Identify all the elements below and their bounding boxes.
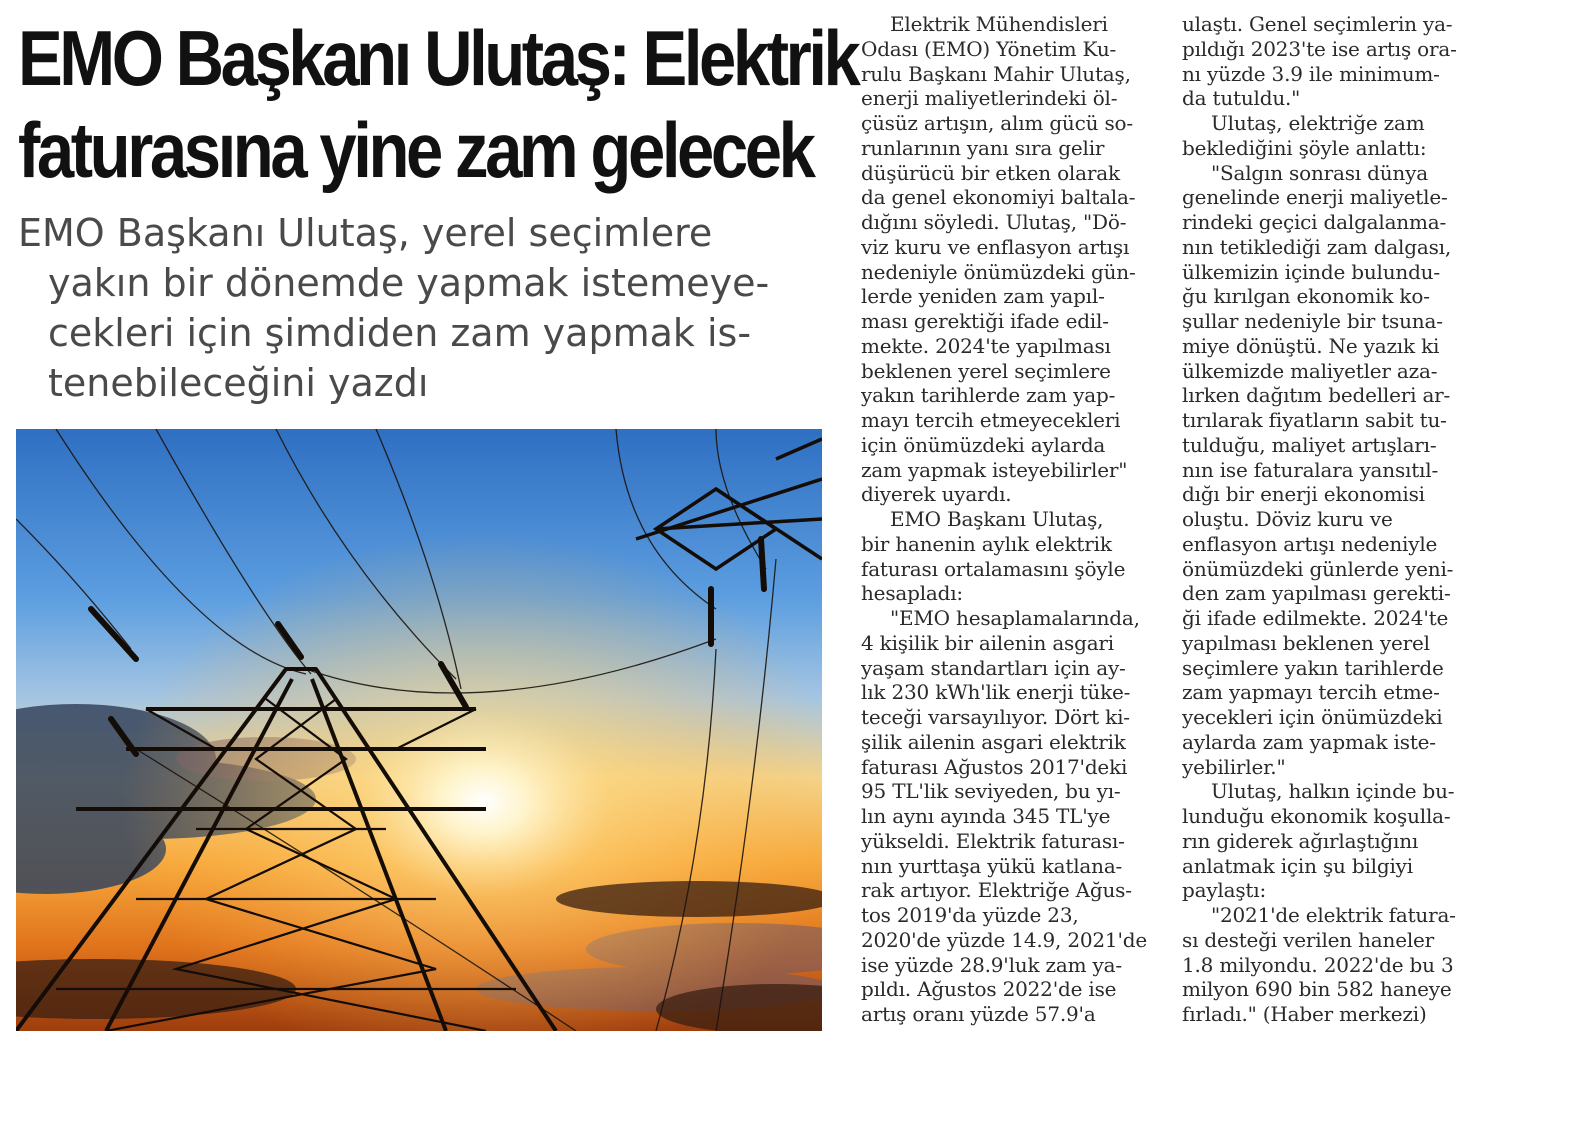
- body-line: pıldı. Ağustos 2022'de ise: [861, 977, 1117, 1002]
- body-line: miye dönüştü. Ne yazık ki: [1182, 333, 1440, 358]
- body-line: oluştu. Döviz kuru ve: [1182, 507, 1393, 531]
- power-line-pylon-sunset-photo: [16, 429, 822, 1031]
- body-line: yaşam standartları için ay-: [861, 655, 1126, 680]
- body-line: "Salgın sonrası dünya: [1211, 160, 1428, 185]
- body-line: ğu kırılgan ekonomik ko-: [1182, 284, 1430, 309]
- headline-line: EMO Başkanı Ulutaş: Elektrik: [18, 14, 858, 102]
- body-line: mayı tercih etmeyecekleri: [861, 408, 1121, 432]
- body-line: "EMO hesaplamalarında,: [890, 606, 1140, 630]
- body-line: rindeki geçici dalgalanma-: [1182, 210, 1447, 234]
- body-line: yecekleri için önümüzdeki: [1182, 705, 1443, 729]
- headline: [18, 12, 858, 196]
- body-line: viz kuru ve enflasyon artışı: [861, 234, 1130, 259]
- body-line: bir hanenin aylık elektrik: [861, 531, 1112, 556]
- body-line: Ulutaş, halkın içinde bu-: [1211, 779, 1455, 804]
- subheadline-line: tenebileceğini yazdı: [48, 361, 429, 405]
- body-line: dığını söyledi. Ulutaş, "Dö-: [861, 210, 1127, 234]
- body-line: faturası ortalamasını şöyle: [861, 556, 1126, 581]
- body-line: beklediğini şöyle anlattı:: [1182, 135, 1427, 160]
- body-line: nın yurttaşa yükü katlana-: [861, 853, 1123, 878]
- body-line: ulaştı. Genel seçimlerin ya-: [1182, 12, 1453, 36]
- headline-line: faturasına yine zam gelecek: [18, 106, 813, 194]
- article-column-2: [1182, 12, 1482, 1027]
- subheadline: [18, 208, 818, 408]
- body-line: ülkemizin içinde bulundu-: [1182, 259, 1440, 284]
- body-line: anlatmak için şu bilgiyi: [1182, 853, 1413, 878]
- body-line: da genel ekonomiyi baltala-: [861, 185, 1136, 210]
- body-line: teceği varsayılıyor. Dört ki-: [861, 705, 1130, 729]
- body-line: "2021'de elektrik fatura-: [1211, 903, 1456, 927]
- body-line: paylaştı:: [1182, 878, 1266, 903]
- body-line: Odası (EMO) Yönetim Ku-: [861, 36, 1117, 61]
- body-line: önümüzdeki günlerde yeni-: [1182, 556, 1454, 581]
- body-line: 95 TL'lik seviyeden, bu yı-: [861, 779, 1121, 804]
- body-line: artış oranı yüzde 57.9'a: [861, 1002, 1096, 1026]
- body-line: milyon 690 bin 582 haneye: [1182, 977, 1452, 1002]
- body-line: lırken dağıtım bedelleri ar-: [1182, 383, 1451, 408]
- body-line: düşürücü bir etken olarak: [861, 160, 1120, 185]
- body-line: yakın tarihlerde zam yap-: [861, 383, 1116, 408]
- body-line: ülkemizde maliyetler aza-: [1182, 358, 1438, 383]
- body-line: dığı bir enerji ekonomisi: [1182, 482, 1425, 507]
- body-line: aylarda zam yapmak iste-: [1182, 729, 1436, 754]
- body-line: 4 kişilik bir ailenin asgari: [861, 630, 1114, 655]
- body-line: lık 230 kWh'lik enerji tüke-: [861, 680, 1131, 705]
- body-line: 2020'de yüzde 14.9, 2021'de: [861, 927, 1147, 952]
- body-line: pıldığı 2023'te ise artış ora-: [1182, 36, 1457, 61]
- body-line: EMO Başkanı Ulutaş,: [890, 507, 1104, 531]
- body-line: nı yüzde 3.9 ile minimum-: [1182, 61, 1440, 86]
- body-line: zam yapmayı tercih etme-: [1182, 680, 1440, 705]
- body-line: ise yüzde 28.9'luk zam ya-: [861, 952, 1122, 977]
- body-line: nedeniyle önümüzdeki gün-: [861, 259, 1136, 284]
- body-line: enflasyon artışı nedeniyle: [1182, 531, 1438, 556]
- body-line: da tutuldu.": [1182, 86, 1301, 111]
- article-column-1: [861, 12, 1161, 1027]
- body-line: faturası Ağustos 2017'deki: [861, 754, 1128, 779]
- body-line: rulu Başkanı Mahir Ulutaş,: [861, 61, 1131, 86]
- body-line: beklenen yerel seçimlere: [861, 358, 1111, 383]
- body-line: tırılarak fiyatların sabit tu-: [1182, 408, 1447, 432]
- body-line: 1.8 milyondu. 2022'de bu 3: [1182, 952, 1454, 977]
- body-line: fırladı." (Haber merkezi): [1182, 1002, 1427, 1026]
- body-line: şilik ailenin asgari elektrik: [861, 729, 1126, 754]
- body-line: rın giderek ağırlaştığını: [1182, 828, 1419, 853]
- subheadline-line: EMO Başkanı Ulutaş, yerel seçimlere: [18, 211, 713, 255]
- body-line: zam yapmak isteyebilirler": [861, 457, 1128, 482]
- body-line: den zam yapılması gerekti-: [1182, 581, 1451, 606]
- body-line: rak artıyor. Elektriğe Ağus-: [861, 878, 1132, 903]
- body-line: nın ise faturalara yansıtıl-: [1182, 457, 1439, 482]
- body-line: yükseldi. Elektrik faturası-: [861, 828, 1125, 853]
- body-line: runlarının yanı sıra gelir: [861, 135, 1105, 160]
- body-line: yapılması beklenen yerel: [1182, 630, 1430, 655]
- subheadline-line: cekleri için şimdiden zam yapmak is-: [48, 311, 752, 355]
- body-line: hesapladı:: [861, 581, 963, 606]
- body-line: Elektrik Mühendisleri: [890, 12, 1108, 36]
- subheadline-line: yakın bir dönemde yapmak istemeye-: [48, 261, 770, 305]
- body-line: tulduğu, maliyet artışları-: [1182, 432, 1437, 457]
- body-line: diyerek uyardı.: [861, 482, 1012, 507]
- body-line: sı desteği verilen haneler: [1182, 927, 1435, 952]
- body-line: Ulutaş, elektriğe zam: [1211, 111, 1425, 135]
- body-line: şullar nedeniyle bir tsuna-: [1182, 309, 1443, 333]
- body-line: nın tetiklediği zam dalgası,: [1182, 234, 1451, 259]
- body-line: tos 2019'da yüzde 23,: [861, 903, 1079, 927]
- body-line: ması gerektiği ifade edil-: [861, 309, 1109, 333]
- body-line: enerji maliyetlerindeki öl-: [861, 86, 1118, 111]
- body-line: seçimlere yakın tarihlerde: [1182, 655, 1444, 680]
- body-line: genelinde enerji maliyetle-: [1182, 185, 1448, 210]
- body-line: lın aynı ayında 345 TL'ye: [861, 804, 1111, 828]
- body-line: mekte. 2024'te yapılması: [861, 333, 1111, 358]
- body-line: için önümüzdeki aylarda: [861, 432, 1106, 457]
- body-line: çüsüz artışın, alım gücü so-: [861, 111, 1133, 135]
- body-line: yebilirler.": [1182, 754, 1286, 779]
- body-line: lunduğu ekonomik koşulla-: [1182, 804, 1451, 828]
- body-line: lerde yeniden zam yapıl-: [861, 284, 1105, 309]
- body-line: ği ifade edilmekte. 2024'te: [1182, 606, 1449, 630]
